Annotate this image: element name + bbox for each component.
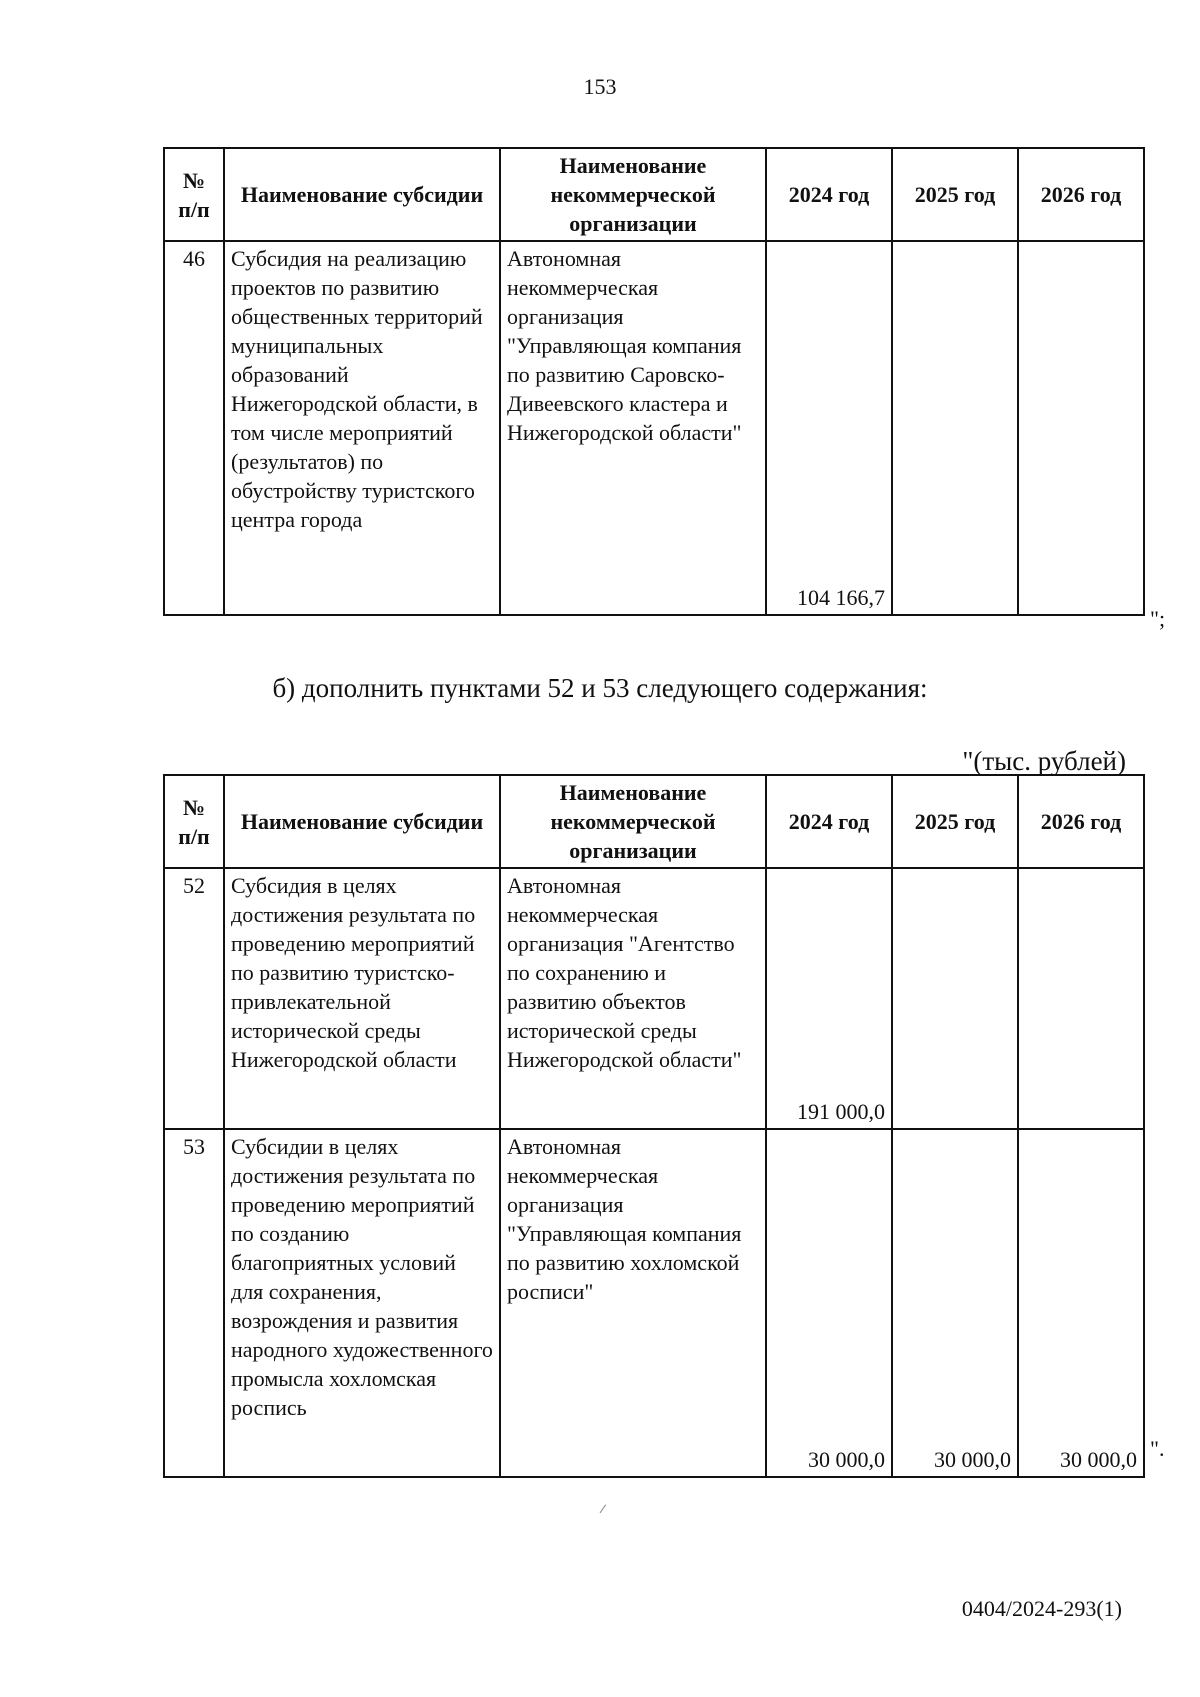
table-row (164, 1129, 1144, 1477)
amount-2025 (892, 868, 1018, 1129)
row-number: 52 (164, 868, 224, 1129)
section-subtitle: б) дополнить пунктами 52 и 53 следующего содержания: (272, 673, 928, 703)
header-subsidy: Наименование субсидии (224, 775, 500, 868)
header-2024: 2024 год (766, 775, 892, 868)
document-id: 0404/2024-293(1) (961, 1596, 1122, 1621)
table2-closing-quote: ". (1150, 1436, 1165, 1461)
units-label: "(тыс. рублей) (962, 746, 1126, 776)
table-row (164, 868, 1144, 1129)
header-2025: 2025 год (892, 148, 1018, 241)
subsidy-name: Субсидия на реализацию проектов по развитию общественных территорий муниципальных образований Нижегородской области, в том числе мероприятий (результатов) по обустройству туристского центра города (224, 241, 500, 615)
row-number: 46 (164, 241, 224, 615)
page-number: 153 (583, 74, 617, 99)
amount-2024: 191 000,0 (766, 868, 892, 1129)
subsidy-name: Субсидии в целях достижения результата по проведению мероприятий по созданию благоприятных условий для сохранения, возрождения и развития народного художественного промысла хохломская роспись (224, 1129, 500, 1477)
header-organization: Наименование некоммерческой организации (500, 775, 766, 868)
amount-2026 (1018, 241, 1144, 615)
organization-name: Автономная некоммерческая организация "Управляющая компания по развитию хохломской росписи" (500, 1129, 766, 1477)
header-2024: 2024 год (766, 148, 892, 241)
amount-2024: 104 166,7 (766, 241, 892, 615)
header-subsidy: Наименование субсидии (224, 148, 500, 241)
amount-2025: 30 000,0 (892, 1129, 1018, 1477)
organization-name: Автономная некоммерческая организация "Агентство по сохранению и развитию объектов исторической среды Нижегородской области" (500, 868, 766, 1129)
table1-closing-quote: "; (1150, 606, 1166, 631)
subsidy-table-1 (163, 147, 1145, 616)
subsidy-name: Субсидия в целях достижения результата по проведению мероприятий по развитию туристско-привлекательной исторической среды Нижегородской области (224, 868, 500, 1129)
header-2026: 2026 год (1018, 775, 1144, 868)
pen-mark (600, 1504, 610, 1515)
header-2026: 2026 год (1018, 148, 1144, 241)
amount-2025 (892, 241, 1018, 615)
organization-name: Автономная некоммерческая организация "Управляющая компания по развитию Саровско-Дивеевского кластера и Нижегородской области" (500, 241, 766, 615)
amount-2024: 30 000,0 (766, 1129, 892, 1477)
table-header-row (164, 148, 1144, 241)
header-num: № п/п (164, 148, 224, 241)
header-num: № п/п (164, 775, 224, 868)
table-row (164, 241, 1144, 615)
subsidy-table-2 (163, 774, 1145, 1478)
header-organization: Наименование некоммерческой организации (500, 148, 766, 241)
amount-2026: 30 000,0 (1018, 1129, 1144, 1477)
row-number: 53 (164, 1129, 224, 1477)
header-2025: 2025 год (892, 775, 1018, 868)
table-header-row (164, 775, 1144, 868)
amount-2026 (1018, 868, 1144, 1129)
